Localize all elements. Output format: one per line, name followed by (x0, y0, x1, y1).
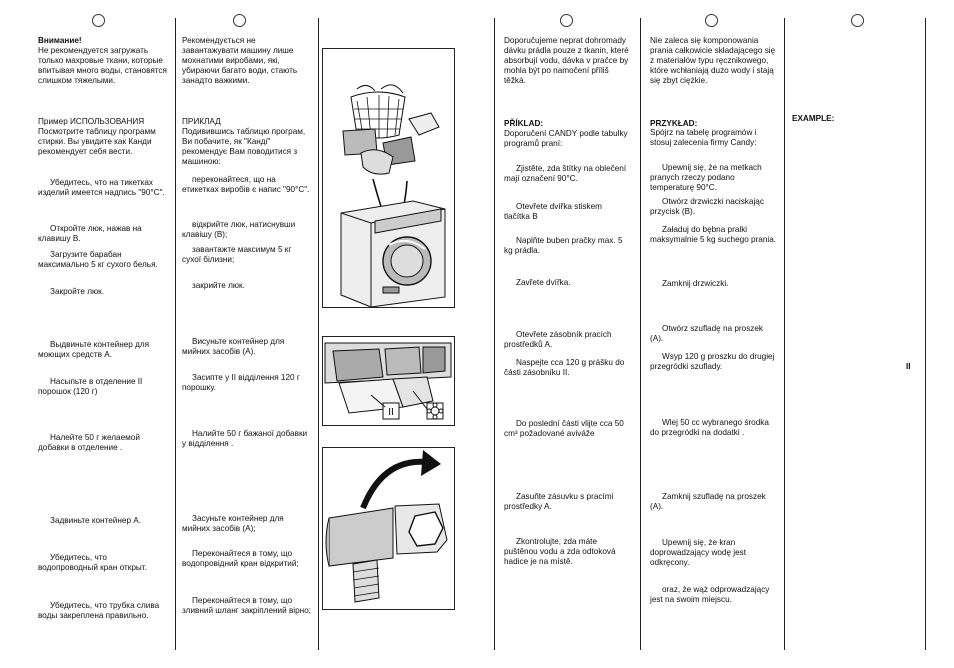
column-divider (175, 18, 176, 650)
step-5: Otwórz szufladę na proszek (A). (650, 324, 764, 343)
step-9: Upewnij się, że kran doprowadzający wodę jest odkręcony. (650, 538, 747, 567)
column-divider (784, 18, 785, 650)
step-7: Do poslední části vlijte cca 50 cm³ požadované aviváže (504, 419, 624, 438)
step-2: Откройте люк, нажав на клавишу B. (38, 224, 142, 243)
example-title: PRZYKŁAD: (650, 119, 698, 128)
warning-text: Doporučujeme neprat dohromady dávku prádla pouze z tkanin, které absorbují vodu, dávka v pračce by mohla být po namočení příliš těžká. (504, 36, 629, 85)
attention-title: Внимание! (38, 36, 82, 45)
step-7: Налийте 50 г бажаної добавки у відділення . (182, 429, 308, 448)
step-3: Naplňte buben pračky max. 5 kg prádla. (504, 236, 623, 255)
example-intro: Подивившись таблицю програм, Ви побачите, як "Канді" рекомендує Вам поводитися з машиною: (182, 127, 306, 166)
step-4: Закройте люк. (50, 287, 105, 296)
step-1: Upewnij się, że na metkach pranych rzeczy podano temperaturę 90°C. (650, 163, 762, 192)
step-10: Переконайтеся в тому, що зливний шланг закріплений вірно; (182, 596, 312, 615)
step-8: Задвиньте контейнер A. (50, 516, 142, 525)
step-3: завантажте максимум 5 кг сухої білизни; (182, 245, 292, 264)
example-title: ПРИКЛАД (182, 117, 221, 126)
step-6: Насыпьте в отделение II порошок (120 г) (38, 377, 143, 396)
page-marker-circle (560, 14, 573, 27)
step-1: Убедитесь, что на тикетках изделий имеется надпись "90°C". (38, 178, 165, 197)
column-divider (494, 18, 495, 650)
drawer-compartment-label: II (388, 407, 394, 418)
step-5: Otevřete zásobník pracích prostředků A. (504, 330, 612, 349)
page-marker-circle (92, 14, 105, 27)
step-9: Zkontrolujte, zda máte puštěnou vodu a zda odtoková hadice je na místě. (504, 537, 616, 566)
page-marker-circle (851, 14, 864, 27)
example-intro: Doporučení CANDY podle tabulky programů praní: (504, 129, 628, 148)
example-title: EXAMPLE: (792, 114, 835, 123)
step-6: Засипте у II відділення 120 г порошку. (182, 373, 300, 392)
step-10: oraz, że wąż odprowadzający jest na swoim miejscu. (650, 585, 770, 604)
example-title: PŘÍKLAD: (504, 119, 544, 128)
step-6: Wsyp 120 g proszku do drugiej przegródki szuflady. (650, 352, 775, 371)
detergent-drawer-illustration (322, 336, 455, 426)
step-10: Убедитесь, что трубка слива воды закреплена правильно. (38, 601, 160, 620)
page-marker-circle (233, 14, 246, 27)
step-4: закрийте люк. (192, 281, 245, 290)
example-intro: Посмотрите таблицу программ стирки. Вы увидите как Канди рекомендует себя вести. (38, 127, 156, 156)
step-2: Otwórz drzwiczki naciskając przycisk (B). (650, 197, 764, 216)
water-tap-illustration (322, 447, 455, 610)
step-9: Переконайтеся в тому, що водопровідний кран відкритий; (182, 549, 299, 568)
warning-text: Nie zaleca się komponowania prania całkowicie składającego się z materiałów typu ręcznikowego, które wchłaniają dużo wody i stają się zbyt ciężkie. (650, 36, 776, 85)
warning-text: Рекомендується не завантажувати машину лише мохнатими виробами, які, убираючи багато води, стають занадто важкими. (182, 36, 298, 85)
step-2: відкрийте люк, натиснувши клавішу (B); (182, 220, 296, 239)
step-9: Убедитесь, что водопроводный кран открыт. (38, 553, 147, 572)
step-2: Otevřete dvířka stiskem tlačítka B (504, 202, 602, 221)
step-1: Zjistěte, zda štítky na oblečení mají označení 90°C. (504, 164, 627, 183)
attention-body: Не рекомендуется загружать только махровые ткани, которые впитывая много воды, становятся слишком тяжелыми. (38, 46, 167, 85)
step-1: переконайтеся, що на етикетках виробів є напис "90°C". (182, 175, 310, 194)
compartment-label: II (906, 362, 911, 371)
step-7: Wlej 50 cc wybranego środka do przegródki na dodatki . (650, 418, 769, 437)
step-4: Zamknij drzwiczki. (662, 279, 729, 288)
step-8: Zamknij szufladę na proszek (A). (650, 492, 766, 511)
laundry-machine-illustration (322, 48, 455, 308)
example-intro: Spójrz na tabelę programów i stosuj zalecenia firmy Candy: (650, 128, 757, 147)
step-8: Zasuňte zásuvku s pracími prostředky A. (504, 492, 614, 511)
page-marker-circle (705, 14, 718, 27)
step-8: Засуньте контейнер для мийних засобів (A); (182, 514, 284, 533)
step-6: Naspejte cca 120 g prášku do části zásobníku II. (504, 358, 625, 377)
example-title: Пример ИСПОЛЬЗОВАНИЯ (38, 117, 145, 126)
column-divider (640, 18, 641, 650)
column-divider (318, 18, 319, 650)
step-5: Висуньте контейнер для мийних засобів (A). (182, 337, 285, 356)
step-7: Налейте 50 г желаемой добавки в отделение . (38, 433, 140, 452)
step-3: Загрузите барабан максимально 5 кг сухого белья. (38, 250, 158, 269)
step-4: Zavřete dvířka. (516, 278, 571, 287)
column-divider (925, 18, 926, 650)
step-3: Załaduj do bębna pralki maksymalnie 5 kg suchego prania. (650, 225, 777, 244)
step-5: Выдвиньте контейнер для моющих средств A. (38, 340, 150, 359)
